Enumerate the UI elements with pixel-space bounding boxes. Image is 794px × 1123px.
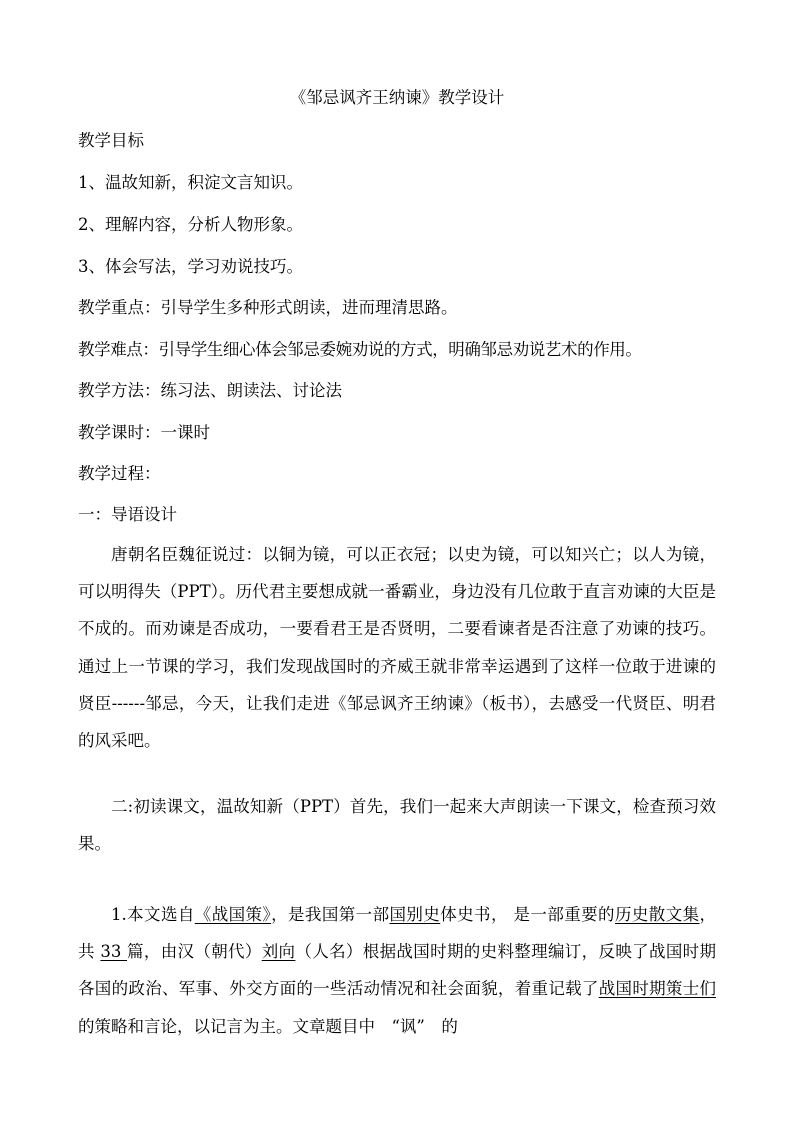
item1-underline-genre: 国别史 [389, 905, 441, 924]
section1-heading: 一：导语设计 [78, 505, 177, 524]
document-title: 《邹忌讽齐王纳谏》教学设计 [289, 88, 505, 107]
item1-underline-count: 33 [100, 942, 128, 962]
item1-text-7: 的策略和言论，以记言为主。文章题目中 “讽” 的 [78, 1016, 458, 1036]
teaching-method: 教学方法：练习法、朗读法、讨论法 [78, 381, 342, 400]
objective-item-1: 1、温故知新，积淀文言知识。 [78, 173, 303, 192]
difficulty: 教学难点：引导学生细心体会邹忌委婉劝说的方式，明确邹忌劝说艺术的作用。 [78, 340, 642, 359]
item1-underline-type: 历史散文集 [614, 905, 700, 924]
item1-text-3: 体史书， 是一部重要的 [440, 905, 615, 924]
process-heading: 教学过程： [78, 464, 161, 483]
objectives-heading: 教学目标 [78, 131, 144, 150]
objective-item-3: 3、体会写法，学习劝说技巧。 [78, 257, 303, 276]
section2-paragraph: 二:初读课文，温故知新（PPT）首先，我们一起来大声朗读一下课文，检查预习效果。 [78, 797, 716, 854]
item1-text-1: 1.本文选自 [111, 905, 195, 924]
item1-text-4: ，共 [78, 905, 717, 962]
item1-underline-source: 《战国策》 [194, 905, 272, 924]
item1-text-2: ，是我国第一部 [271, 905, 390, 924]
item1-underline-author: 刘向 [261, 942, 296, 962]
item1-text-5: 篇，由汉（朝代） [127, 942, 262, 962]
item1-underline-focus: 战国时期策士们 [598, 979, 717, 999]
intro-paragraph: 唐朝名臣魏征说过：以铜为镜，可以正衣冠；以史为镜，可以知兴亡；以人为镜，可以明得失（PPT）。历代君主要想成就一番霸业，身边没有几位敢于直言劝谏的大臣是不成的。而劝谏是否成功，一要看君王是否贤明，二要看谏者是否注意了劝谏的技巧。通过上一节课的学习，我们发现战国时的齐威王就非常幸运遇到了这样一位敢于进谏的贤臣------邹忌，今天，让我们走进《邹忌讽齐王纳谏》（板书），去感受一代贤臣、明君的风采吧。 [78, 545, 716, 751]
item1-text-6: （人名）根据战国时期的史料整理编订，反映了战国时期各国的政治、军事、外交方面的一些活动情况和社会面貌，着重记载了 [78, 942, 717, 999]
item1-paragraph [78, 896, 716, 1045]
key-point: 教学重点：引导学生多种形式朗读，进而理清思路。 [78, 298, 458, 317]
teaching-hours: 教学课时：一课时 [78, 423, 210, 442]
objective-item-2: 2、理解内容，分析人物形象。 [78, 215, 303, 234]
